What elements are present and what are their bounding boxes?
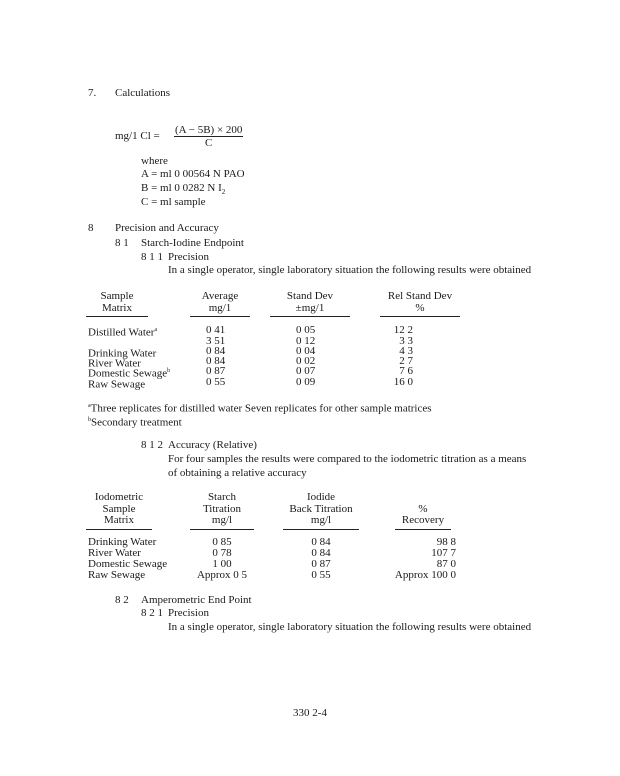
row-label: [88, 376, 145, 391]
recovery-cell: Approx 100 0: [394, 569, 456, 581]
iodide-titration-cell: 0 84: [311, 536, 331, 548]
column-header-line: Matrix: [102, 301, 132, 314]
stand-dev-cell: 0 05: [296, 324, 316, 336]
row-label: Domestic Sewage: [88, 558, 168, 570]
average-cell: 0 84: [206, 345, 226, 357]
subsection-title: Starch-Iodine Endpoint: [141, 237, 244, 249]
header-underline: [190, 529, 254, 530]
column-header: [190, 291, 250, 317]
recovery-cell: 87 0: [436, 558, 456, 570]
average-cell: 0 84: [206, 355, 226, 367]
header-underline: [395, 529, 451, 530]
header-underline: [190, 316, 250, 317]
definition-b-text: B = ml 0 0282 N I: [141, 182, 222, 194]
footnote-mark: b: [167, 368, 171, 374]
footnote-mark: a: [88, 403, 91, 409]
footnote-text: Three replicates for distilled water Seven replicates for other sample matrices: [90, 402, 432, 415]
iodide-titration-cell: 0 87: [311, 558, 331, 570]
subsection-number: 8 2: [115, 594, 129, 606]
subsection-title: Accuracy (Relative): [168, 439, 257, 451]
paragraph: of obtaining a relative accuracy: [168, 467, 307, 479]
recovery-cell: 107 7: [431, 547, 456, 559]
where-label: where: [141, 155, 168, 167]
formula-fraction: [174, 124, 243, 149]
starch-titration-cell: 0 78: [212, 547, 232, 559]
formula-denominator: C: [205, 137, 213, 149]
row-label: River Water: [88, 547, 141, 559]
section-title: Precision and Accuracy: [115, 222, 219, 234]
row-label: Raw Sewage: [88, 569, 146, 581]
column-header-line: Iodide: [306, 491, 336, 503]
header-underline: [86, 529, 152, 530]
column-header-line: Matrix: [104, 514, 134, 526]
header-underline: [86, 316, 148, 317]
paragraph: In a single operator, single laboratory situation the following results were obtained: [168, 264, 532, 276]
rel-stand-dev-cell: 4 3: [399, 345, 413, 357]
average-cell: 0 41: [206, 324, 226, 336]
footnote-text: Secondary treatment: [91, 416, 182, 429]
subsection-title: Precision: [168, 251, 209, 263]
stand-dev-cell: 0 04: [296, 345, 316, 357]
average-cell: 0 55: [206, 375, 226, 388]
row-label: [88, 324, 157, 339]
column-header: [190, 492, 254, 530]
stand-dev-cell: 0 02: [296, 355, 316, 367]
formula-numerator: (A − 5B) × 200: [175, 124, 243, 136]
average-cell: 3 51: [206, 334, 226, 347]
column-header-line: [395, 492, 451, 504]
definition-a: A = ml 0 00564 N PAO: [141, 168, 245, 180]
footnote-mark: b: [88, 417, 91, 423]
rel-stand-dev-cell: 16 0: [393, 375, 413, 388]
starch-titration-cell: 1 00: [212, 558, 232, 570]
starch-titration-cell: Approx 0 5: [196, 569, 248, 581]
column-header: [86, 492, 152, 530]
row-label-text: Domestic Sewage: [88, 367, 168, 380]
subsection-number: 8 1 1: [141, 251, 163, 263]
row-label-text: Raw Sewage: [88, 378, 146, 391]
subsection-title: Amperometric End Point: [141, 594, 252, 606]
paragraph: In a single operator, single laboratory situation the following results were obtained: [168, 621, 532, 633]
stand-dev-cell: 0 07: [296, 365, 316, 377]
rel-stand-dev-cell: 12 2: [393, 324, 413, 336]
column-header: [283, 492, 359, 530]
column-header-line: Stand Dev: [286, 290, 334, 302]
section-number: 7.: [88, 87, 97, 99]
page-number: 330 2-4: [293, 707, 327, 719]
footnote-b: [88, 414, 182, 429]
section-title: Calculations: [115, 87, 170, 99]
subsection-number: 8 1: [115, 237, 129, 249]
header-underline: [283, 529, 359, 530]
column-header: [380, 291, 460, 317]
column-header-line: Sample: [100, 290, 134, 302]
subsection-number: 8 1 2: [141, 439, 163, 451]
column-header-line: Sample: [102, 502, 136, 515]
footnote-a: [88, 400, 432, 415]
column-header-line: Recovery: [401, 514, 445, 526]
average-cell: 0 87: [206, 365, 226, 377]
column-header-line: Rel Stand Dev: [387, 290, 453, 302]
row-label-text: Distilled Water: [88, 326, 155, 339]
stand-dev-cell: 0 09: [296, 375, 316, 388]
paragraph: For four samples the results were compared to the iodometric titration as a means: [168, 453, 527, 465]
column-header-line: mg/1: [208, 301, 232, 314]
column-header-line: Starch: [207, 491, 237, 503]
header-underline: [380, 316, 460, 317]
column-header-line: %: [415, 301, 425, 314]
column-header-line: Average: [201, 290, 239, 302]
column-header-line: Titration: [202, 502, 242, 515]
column-header-line: ±mg/1: [295, 301, 325, 314]
starch-titration-cell: 0 85: [212, 536, 232, 548]
row-label-text: Drinking Water: [88, 347, 157, 360]
formula-lhs: mg/1 Cl =: [115, 130, 160, 142]
rel-stand-dev-cell: 3 3: [399, 334, 413, 347]
column-header-line: mg/l: [310, 514, 332, 526]
recovery-cell: 98 8: [436, 536, 456, 548]
subsection-title: Precision: [168, 607, 209, 619]
column-header: [86, 291, 148, 317]
section-number: 8: [88, 222, 94, 234]
subsection-number: 8 2 1: [141, 607, 163, 619]
header-underline: [270, 316, 350, 317]
iodide-titration-cell: 0 55: [311, 569, 331, 581]
subscript: 2: [221, 188, 226, 197]
row-label: Drinking Water: [88, 536, 157, 548]
iodide-titration-cell: 0 84: [311, 547, 331, 559]
rel-stand-dev-cell: 2 7: [399, 355, 413, 367]
stand-dev-cell: 0 12: [296, 334, 316, 347]
column-header: [395, 492, 451, 530]
footnote-mark: a: [154, 327, 158, 333]
column-header-line: mg/l: [211, 514, 233, 526]
column-header-line: %: [418, 502, 428, 515]
row-label-text: River Water: [88, 357, 141, 370]
column-header-line: Iodometric: [94, 491, 144, 503]
column-header: [270, 291, 350, 317]
definition-c: C = ml sample: [141, 196, 206, 208]
column-header-line: Back Titration: [289, 502, 353, 515]
rel-stand-dev-cell: 7 6: [399, 365, 413, 377]
